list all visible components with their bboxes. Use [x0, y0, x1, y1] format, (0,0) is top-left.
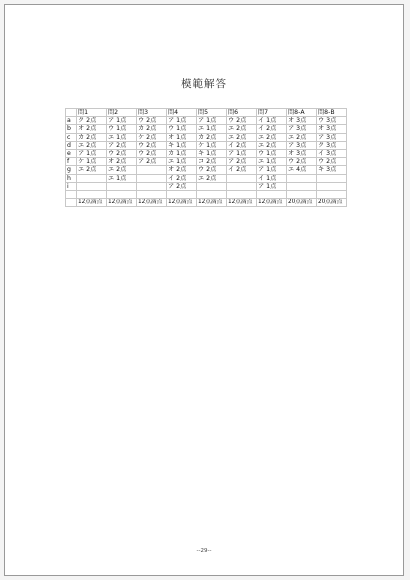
answer-cell: [167, 191, 197, 199]
answer-cell: ア 3点: [287, 125, 317, 133]
answer-cell: イ 2点: [257, 125, 287, 133]
answer-cell: ア 1点: [197, 117, 227, 125]
answer-cell: [137, 191, 167, 199]
table-row: [66, 191, 347, 199]
answer-cell: カ 1点: [167, 150, 197, 158]
answer-cell: エ 2点: [287, 133, 317, 141]
row-label: g: [66, 166, 77, 174]
answer-cell: [287, 182, 317, 190]
answer-cell: エ 2点: [227, 133, 257, 141]
answer-cell: エ 2点: [227, 125, 257, 133]
answer-cell: ア 1点: [167, 117, 197, 125]
answer-cell: ウ 2点: [107, 150, 137, 158]
answer-cell: ウ 2点: [137, 150, 167, 158]
answer-cell: ウ 2点: [137, 117, 167, 125]
answer-cell: ケ 1点: [197, 141, 227, 149]
answer-cell: [197, 182, 227, 190]
column-header: 問8-B: [317, 109, 347, 117]
row-label: [66, 191, 77, 199]
answer-cell: [227, 182, 257, 190]
column-header: 問5: [197, 109, 227, 117]
answer-cell: オ 1点: [167, 133, 197, 141]
answer-cell: [257, 191, 287, 199]
document-page: [4, 4, 404, 576]
answer-cell: ウ 1点: [167, 125, 197, 133]
answer-cell: エ 2点: [107, 166, 137, 174]
answer-cell: カ 2点: [197, 133, 227, 141]
answer-cell: ケ 2点: [137, 133, 167, 141]
column-header: 問2: [107, 109, 137, 117]
answer-cell: コ 2点: [197, 158, 227, 166]
totals-label-cell: [66, 199, 77, 207]
answer-cell: [227, 174, 257, 182]
answer-cell: エ 2点: [257, 133, 287, 141]
total-points-cell: 12点満点: [77, 199, 107, 207]
column-header: 問4: [167, 109, 197, 117]
column-header: 問7: [257, 109, 287, 117]
answer-cell: ア 1点: [257, 166, 287, 174]
answer-cell: オ 3点: [287, 150, 317, 158]
row-label: e: [66, 150, 77, 158]
answer-cell: ケ 1点: [77, 158, 107, 166]
answer-cell: ア 2点: [137, 158, 167, 166]
answer-cell: [77, 182, 107, 190]
answer-cell: [77, 174, 107, 182]
total-points-cell: 12点満点: [197, 199, 227, 207]
answer-cell: エ 4点: [287, 166, 317, 174]
answer-cell: イ 2点: [227, 141, 257, 149]
answer-cell: [107, 182, 137, 190]
row-label: f: [66, 158, 77, 166]
table-row: [66, 117, 347, 125]
answer-cell: ウ 3点: [317, 117, 347, 125]
table-row: [66, 182, 347, 190]
answer-cell: ア 1点: [107, 117, 137, 125]
answer-cell: オ 2点: [107, 158, 137, 166]
answer-cell: オ 3点: [287, 117, 317, 125]
answer-cell: [317, 191, 347, 199]
answer-cell: エ 1点: [167, 158, 197, 166]
answer-cell: ウ 1点: [257, 150, 287, 158]
answer-cell: [137, 174, 167, 182]
table-row: [66, 141, 347, 149]
answer-cell: ア 1点: [77, 150, 107, 158]
page-number: --29--: [196, 548, 212, 554]
page-title: 模範解答: [181, 78, 227, 90]
answer-cell: キ 1点: [197, 150, 227, 158]
answer-cell: エ 1点: [257, 158, 287, 166]
answer-cell: [227, 191, 257, 199]
table-row: [66, 125, 347, 133]
total-points-cell: 20点満点: [287, 199, 317, 207]
column-header: 問8-A: [287, 109, 317, 117]
total-points-cell: 12点満点: [227, 199, 257, 207]
answer-cell: イ 1点: [257, 174, 287, 182]
answer-cell: [287, 191, 317, 199]
answer-cell: ア 3点: [287, 141, 317, 149]
answer-cell: オ 3点: [317, 125, 347, 133]
answer-cell: ア 3点: [317, 133, 347, 141]
table-row: [66, 150, 347, 158]
table-header-row: [66, 109, 347, 117]
answer-cell: オ 2点: [77, 125, 107, 133]
answer-cell: ウ 2点: [317, 158, 347, 166]
answer-cell: エ 2点: [257, 141, 287, 149]
answer-cell: ク 2点: [77, 117, 107, 125]
answer-cell: ウ 2点: [287, 158, 317, 166]
answer-cell: ア 1点: [227, 150, 257, 158]
total-points-cell: 12点満点: [107, 199, 137, 207]
answer-cell: エ 2点: [197, 174, 227, 182]
answer-cell: ク 3点: [317, 141, 347, 149]
answer-cell: キ 3点: [317, 166, 347, 174]
table-row: [66, 166, 347, 174]
answer-cell: [317, 174, 347, 182]
answer-cell: エ 2点: [77, 141, 107, 149]
answer-cell: イ 1点: [257, 117, 287, 125]
answer-cell: キ 1点: [167, 141, 197, 149]
row-label: d: [66, 141, 77, 149]
row-label: i: [66, 182, 77, 190]
answer-cell: オ 2点: [167, 166, 197, 174]
answer-cell: [287, 174, 317, 182]
answer-cell: ウ 1点: [107, 125, 137, 133]
row-label: c: [66, 133, 77, 141]
column-header: 問3: [137, 109, 167, 117]
answer-cell: [197, 191, 227, 199]
totals-row: [66, 199, 347, 207]
answer-cell: [317, 182, 347, 190]
answer-cell: ア 1点: [257, 182, 287, 190]
answer-cell: ア 2点: [227, 158, 257, 166]
table-row: [66, 174, 347, 182]
answer-cell: カ 2点: [77, 133, 107, 141]
answer-cell: エ 1点: [107, 174, 137, 182]
answer-cell: [137, 182, 167, 190]
table-row: [66, 133, 347, 141]
answer-cell: ウ 2点: [137, 141, 167, 149]
answer-cell: [137, 166, 167, 174]
answer-cell: [107, 191, 137, 199]
column-header: 問6: [227, 109, 257, 117]
answer-cell: ア 2点: [107, 141, 137, 149]
answer-cell: エ 1点: [107, 133, 137, 141]
column-header: 問1: [77, 109, 107, 117]
answer-cell: イ 2点: [227, 166, 257, 174]
answer-cell: カ 2点: [137, 125, 167, 133]
answer-table: [65, 108, 347, 207]
answer-cell: [77, 191, 107, 199]
answer-cell: ウ 2点: [197, 166, 227, 174]
row-label: a: [66, 117, 77, 125]
row-label: h: [66, 174, 77, 182]
answer-cell: ウ 2点: [227, 117, 257, 125]
answer-cell: イ 2点: [167, 174, 197, 182]
total-points-cell: 12点満点: [257, 199, 287, 207]
answer-cell: エ 1点: [197, 125, 227, 133]
total-points-cell: 12点満点: [167, 199, 197, 207]
total-points-cell: 20点満点: [317, 199, 347, 207]
answer-cell: ア 2点: [167, 182, 197, 190]
header-corner-cell: [66, 109, 77, 117]
answer-cell: エ 2点: [77, 166, 107, 174]
answer-cell: イ 3点: [317, 150, 347, 158]
table-row: [66, 158, 347, 166]
row-label: b: [66, 125, 77, 133]
total-points-cell: 12点満点: [137, 199, 167, 207]
